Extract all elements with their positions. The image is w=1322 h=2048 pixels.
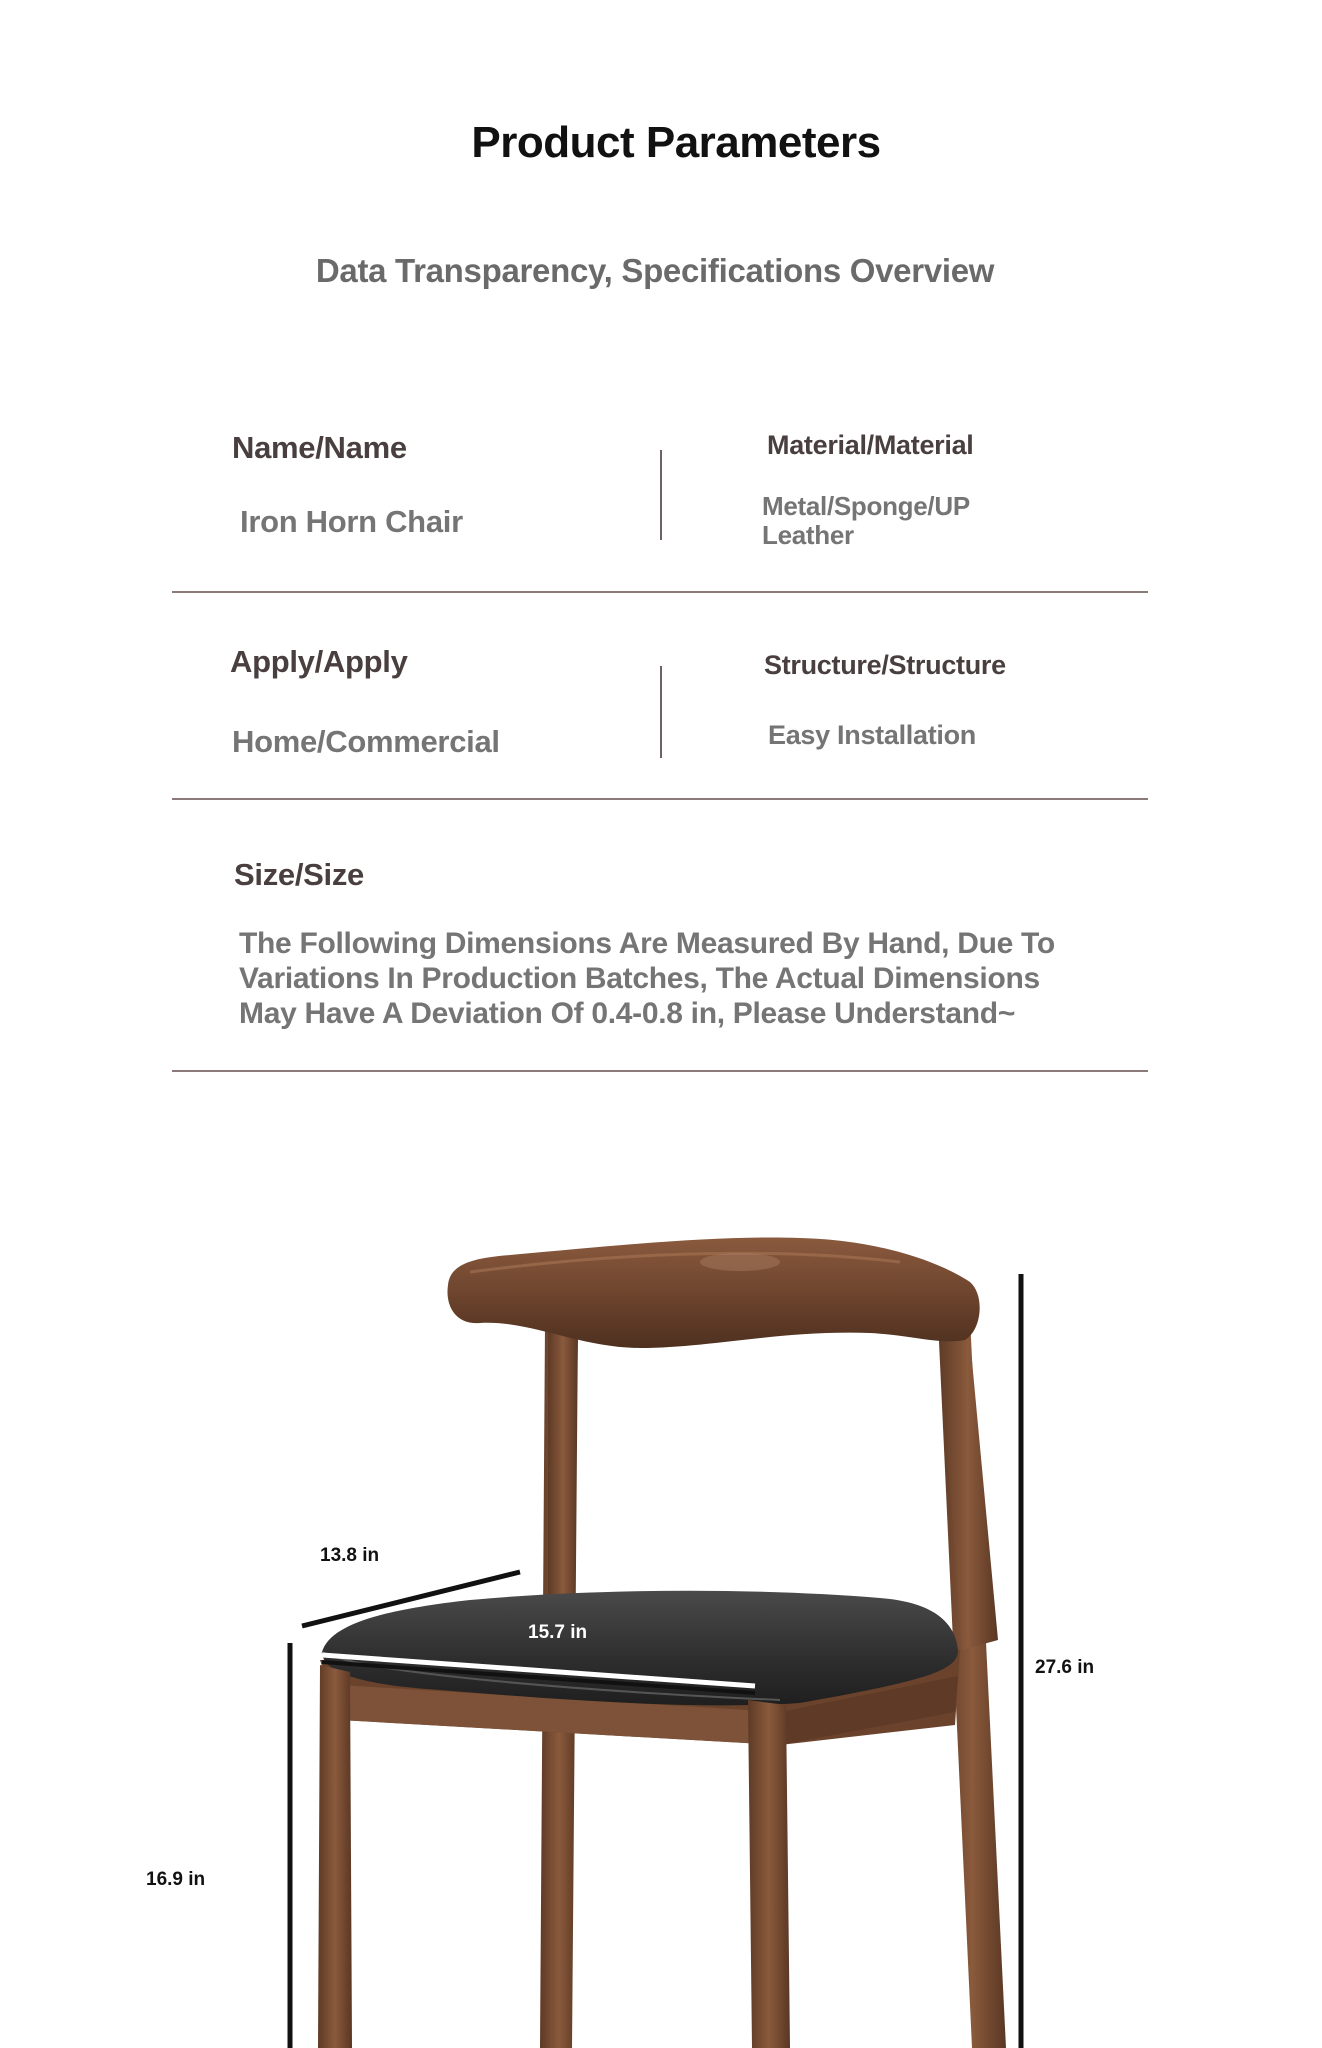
page-subtitle: Data Transparency, Specifications Overview [315,252,995,289]
width-dimension-label: 15.7 in [528,1622,588,1643]
material-value-line-2: Leather [762,520,854,550]
size-label: Size/Size [234,857,364,892]
apply-value: Home/Commercial [232,724,500,759]
front-right-leg [748,1700,790,2048]
seat-cushion [322,1591,958,1706]
size-note-line-1: The Following Dimensions Are Measured By Hand, Due To [239,927,1055,960]
name-label: Name/Name [232,430,407,465]
size-note-line-2: Variations In Production Batches, The Actual Dimensions [239,962,1040,995]
front-left-leg [318,1665,352,2048]
structure-label: Structure/Structure [764,650,1006,680]
apply-label: Apply/Apply [230,644,408,679]
material-label: Material/Material [767,430,974,460]
size-note-line-3: May Have A Deviation Of 0.4-0.8 in, Please Understand~ [239,997,1016,1030]
total-height-dimension-label: 27.6 in [1035,1657,1095,1678]
structure-value: Easy Installation [768,720,976,750]
seat-height-dimension-label: 16.9 in [146,1869,206,1890]
name-value: Iron Horn Chair [240,504,463,539]
depth-dimension-label: 13.8 in [320,1545,380,1566]
left-back-post [548,1328,578,1600]
page-title: Product Parameters [471,118,881,167]
material-value-line-1: Metal/Sponge/UP [762,491,970,521]
